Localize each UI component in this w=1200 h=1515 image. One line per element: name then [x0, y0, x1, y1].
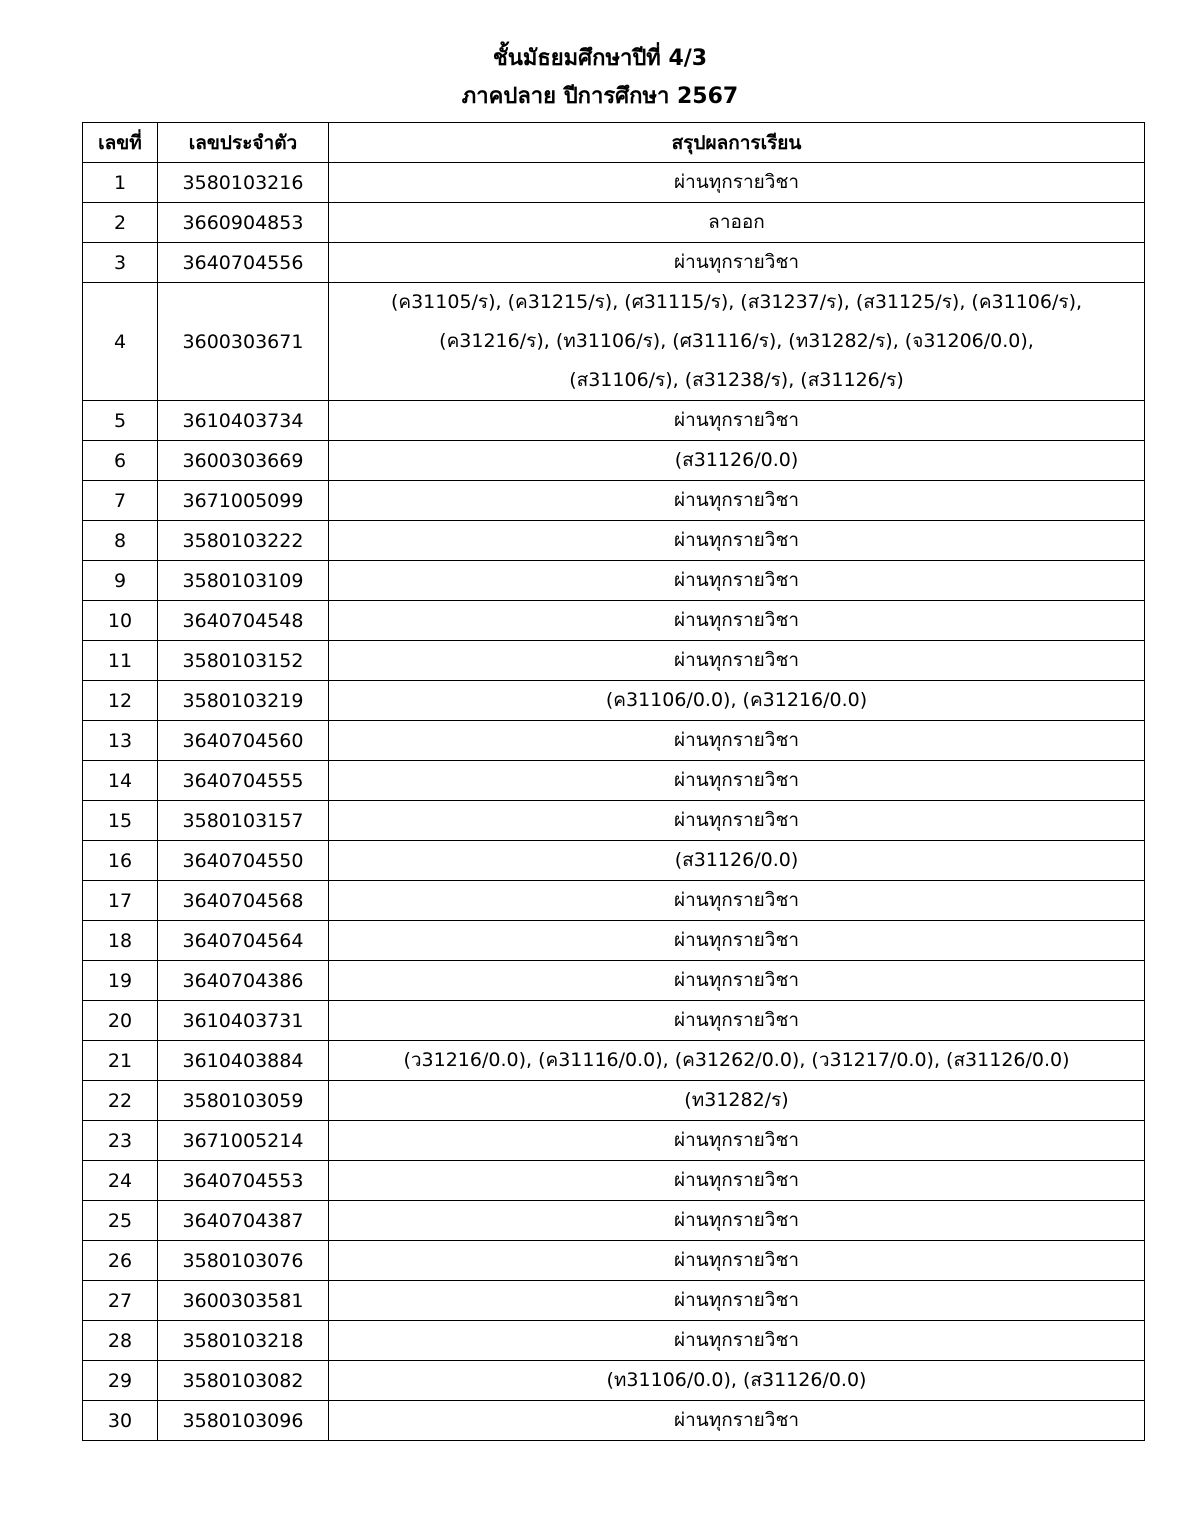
result-summary-line: (ส31126/0.0) — [674, 849, 799, 871]
result-summary — [329, 641, 1145, 681]
table-row — [83, 801, 1145, 841]
result-summary — [329, 163, 1145, 203]
table-row — [83, 1001, 1145, 1041]
result-summary-line: ลาออก — [708, 211, 765, 233]
result-summary-line: ผ่านทุกรายวิชา — [673, 409, 800, 431]
student-id: 3580103219 — [158, 681, 329, 721]
student-id: 3640704556 — [158, 243, 329, 283]
row-number: 13 — [83, 721, 158, 761]
result-summary-line: (ท31282/ร) — [684, 1089, 789, 1111]
result-summary-line: ผ่านทุกรายวิชา — [673, 609, 800, 631]
result-summary-line: ผ่านทุกรายวิชา — [673, 1169, 800, 1191]
row-number: 8 — [83, 521, 158, 561]
row-number: 12 — [83, 681, 158, 721]
result-summary — [329, 203, 1145, 243]
result-summary-line: ผ่านทุกรายวิชา — [673, 889, 800, 911]
result-summary-line: ผ่านทุกรายวิชา — [673, 649, 800, 671]
result-summary — [329, 1201, 1145, 1241]
table-row — [83, 203, 1145, 243]
row-number: 26 — [83, 1241, 158, 1281]
student-id: 3640704550 — [158, 841, 329, 881]
student-id: 3580103096 — [158, 1401, 329, 1441]
student-id: 3610403731 — [158, 1001, 329, 1041]
result-summary-line: ผ่านทุกรายวิชา — [673, 769, 800, 791]
result-summary — [329, 841, 1145, 881]
row-number: 20 — [83, 1001, 158, 1041]
row-number: 25 — [83, 1201, 158, 1241]
student-id: 3600303669 — [158, 441, 329, 481]
result-summary — [329, 401, 1145, 441]
result-summary — [329, 1321, 1145, 1361]
table-row — [83, 1081, 1145, 1121]
table-row — [83, 481, 1145, 521]
table-row — [83, 243, 1145, 283]
result-summary-line: (ท31106/0.0), (ส31126/0.0) — [606, 1369, 867, 1391]
result-summary — [329, 1361, 1145, 1401]
result-summary-line: (ค31216/ร), (ท31106/ร), (ศ31116/ร), (ท31282/ร), (จ31206/0.0), — [439, 330, 1034, 352]
student-id: 3600303671 — [158, 283, 329, 401]
result-summary — [329, 1401, 1145, 1441]
table-row — [83, 1281, 1145, 1321]
result-summary — [329, 283, 1145, 401]
row-number: 16 — [83, 841, 158, 881]
result-summary — [329, 243, 1145, 283]
result-summary — [329, 961, 1145, 1001]
column-header-student-id: เลขประจำตัว — [158, 123, 329, 163]
student-id: 3580103152 — [158, 641, 329, 681]
result-summary — [329, 1041, 1145, 1081]
row-number: 24 — [83, 1161, 158, 1201]
result-summary-line: ผ่านทุกรายวิชา — [673, 529, 800, 551]
row-number: 22 — [83, 1081, 158, 1121]
row-number: 15 — [83, 801, 158, 841]
result-summary-line: (ส31106/ร), (ส31238/ร), (ส31126/ร) — [569, 369, 904, 391]
result-summary — [329, 521, 1145, 561]
table-row — [83, 881, 1145, 921]
row-number: 30 — [83, 1401, 158, 1441]
student-id: 3600303581 — [158, 1281, 329, 1321]
result-summary — [329, 1001, 1145, 1041]
class-title: ชั้นมัธยมศึกษาปีที่ 4/3 — [492, 46, 708, 71]
table-row — [83, 1361, 1145, 1401]
result-summary — [329, 441, 1145, 481]
row-number: 1 — [83, 163, 158, 203]
table-row — [83, 561, 1145, 601]
student-id: 3580103076 — [158, 1241, 329, 1281]
result-summary — [329, 881, 1145, 921]
result-summary-line: (ส31126/0.0) — [674, 449, 799, 471]
table-row — [83, 1241, 1145, 1281]
student-id: 3610403734 — [158, 401, 329, 441]
result-summary-line: ผ่านทุกรายวิชา — [673, 1329, 800, 1351]
table-row — [83, 401, 1145, 441]
result-summary-line: (ค31105/ร), (ค31215/ร), (ศ31115/ร), (ส31237/ร), (ส31125/ร), (ค31106/ร), — [390, 291, 1083, 313]
row-number: 6 — [83, 441, 158, 481]
result-summary-line: ผ่านทุกรายวิชา — [673, 1129, 800, 1151]
table-row — [83, 1201, 1145, 1241]
student-id: 3580103157 — [158, 801, 329, 841]
student-id: 3671005214 — [158, 1121, 329, 1161]
table-row — [83, 601, 1145, 641]
result-summary — [329, 601, 1145, 641]
table-row — [83, 283, 1145, 401]
result-summary-line: ผ่านทุกรายวิชา — [673, 1409, 800, 1431]
result-summary-line: ผ่านทุกรายวิชา — [673, 809, 800, 831]
result-summary — [329, 921, 1145, 961]
result-summary-line: ผ่านทุกรายวิชา — [673, 489, 800, 511]
result-summary-line: ผ่านทุกรายวิชา — [673, 929, 800, 951]
student-id: 3640704553 — [158, 1161, 329, 1201]
student-id: 3610403884 — [158, 1041, 329, 1081]
row-number: 5 — [83, 401, 158, 441]
result-summary-line: ผ่านทุกรายวิชา — [673, 1009, 800, 1031]
table-row — [83, 1041, 1145, 1081]
student-id: 3640704548 — [158, 601, 329, 641]
row-number: 17 — [83, 881, 158, 921]
result-summary — [329, 801, 1145, 841]
table-header-row — [83, 123, 1145, 163]
student-id: 3640704564 — [158, 921, 329, 961]
row-number: 9 — [83, 561, 158, 601]
column-header-number: เลขที่ — [83, 123, 158, 163]
result-summary — [329, 561, 1145, 601]
semester-title: ภาคปลาย ปีการศึกษา 2567 — [461, 84, 739, 109]
student-id: 3671005099 — [158, 481, 329, 521]
document-header — [0, 40, 1200, 116]
student-id: 3640704555 — [158, 761, 329, 801]
table-row — [83, 681, 1145, 721]
row-number: 3 — [83, 243, 158, 283]
student-id: 3580103222 — [158, 521, 329, 561]
row-number: 19 — [83, 961, 158, 1001]
table-row — [83, 1161, 1145, 1201]
column-header-summary: สรุปผลการเรียน — [329, 123, 1145, 163]
result-summary-line: ผ่านทุกรายวิชา — [673, 729, 800, 751]
table-row — [83, 721, 1145, 761]
row-number: 11 — [83, 641, 158, 681]
table-row — [83, 521, 1145, 561]
row-number: 23 — [83, 1121, 158, 1161]
student-id: 3640704387 — [158, 1201, 329, 1241]
student-id: 3640704386 — [158, 961, 329, 1001]
table-row — [83, 1321, 1145, 1361]
result-summary — [329, 1161, 1145, 1201]
table-row — [83, 841, 1145, 881]
result-summary-line: ผ่านทุกรายวิชา — [673, 1249, 800, 1271]
row-number: 7 — [83, 481, 158, 521]
table-row — [83, 1121, 1145, 1161]
student-id: 3580103218 — [158, 1321, 329, 1361]
row-number: 4 — [83, 283, 158, 401]
row-number: 18 — [83, 921, 158, 961]
table-row — [83, 761, 1145, 801]
table-row — [83, 163, 1145, 203]
table-row — [83, 1401, 1145, 1441]
student-id: 3580103109 — [158, 561, 329, 601]
table-row — [83, 441, 1145, 481]
row-number: 21 — [83, 1041, 158, 1081]
result-summary — [329, 761, 1145, 801]
table-row — [83, 961, 1145, 1001]
result-summary-line: ผ่านทุกรายวิชา — [673, 569, 800, 591]
result-summary — [329, 721, 1145, 761]
row-number: 10 — [83, 601, 158, 641]
result-summary-line: (ค31106/0.0), (ค31216/0.0) — [605, 689, 868, 711]
row-number: 29 — [83, 1361, 158, 1401]
table-body — [83, 163, 1145, 1441]
results-table — [82, 122, 1145, 1441]
row-number: 14 — [83, 761, 158, 801]
result-summary-line: ผ่านทุกรายวิชา — [673, 969, 800, 991]
student-id: 3580103216 — [158, 163, 329, 203]
result-summary-line: ผ่านทุกรายวิชา — [673, 1289, 800, 1311]
table-row — [83, 921, 1145, 961]
result-summary — [329, 1241, 1145, 1281]
result-summary-line: ผ่านทุกรายวิชา — [673, 251, 800, 273]
student-id: 3580103082 — [158, 1361, 329, 1401]
table-row — [83, 641, 1145, 681]
result-summary-line: ผ่านทุกรายวิชา — [673, 171, 800, 193]
student-id: 3640704560 — [158, 721, 329, 761]
row-number: 27 — [83, 1281, 158, 1321]
result-summary — [329, 481, 1145, 521]
row-number: 28 — [83, 1321, 158, 1361]
result-summary — [329, 1121, 1145, 1161]
student-id: 3660904853 — [158, 203, 329, 243]
result-summary — [329, 1081, 1145, 1121]
row-number: 2 — [83, 203, 158, 243]
result-summary — [329, 1281, 1145, 1321]
result-summary-line: ผ่านทุกรายวิชา — [673, 1209, 800, 1231]
result-summary — [329, 681, 1145, 721]
student-id: 3640704568 — [158, 881, 329, 921]
student-id: 3580103059 — [158, 1081, 329, 1121]
result-summary-line: (ว31216/0.0), (ค31116/0.0), (ค31262/0.0), (ว31217/0.0), (ส31126/0.0) — [403, 1049, 1070, 1071]
